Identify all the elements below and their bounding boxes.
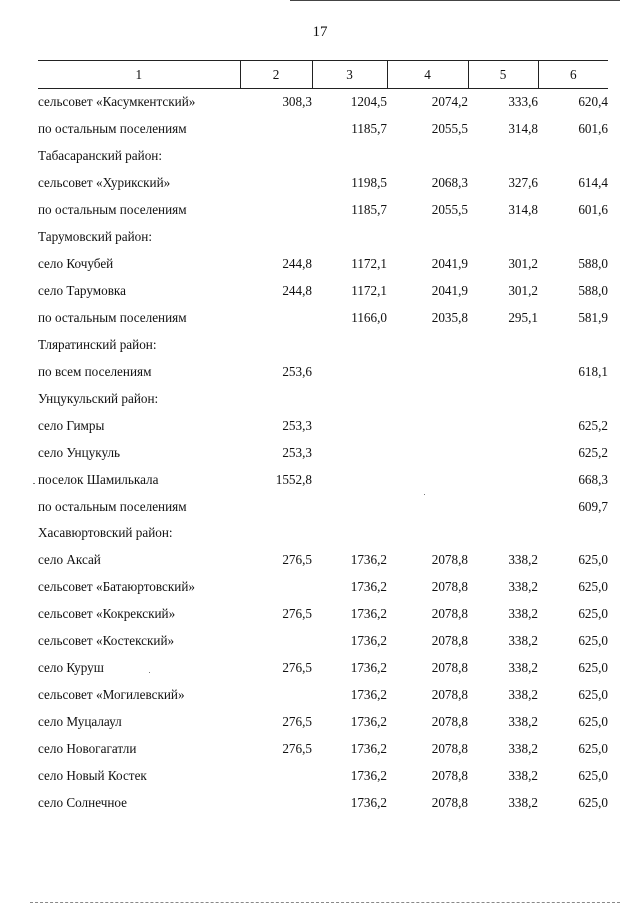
row-label: село Тарумовка [38,283,126,299]
table-row [38,305,608,332]
table-cell: 601,6 [578,121,608,137]
table-cell [387,520,468,547]
table-cell [312,331,387,358]
scan-speck [149,672,150,673]
table-cell: 581,9 [578,309,608,325]
row-label: село Солнечное [38,794,128,810]
table-cell [240,116,312,143]
table-cell [240,520,312,547]
row-label: сельсовет «Костекский» [38,633,175,649]
table-cell: 2078,8 [431,767,468,783]
table-cell [538,224,608,251]
table-cell: 2078,8 [431,687,468,703]
row-label: сельсовет «Касумкентский» [38,94,196,110]
row-label: по остальным поселениям [38,498,187,514]
table-cell: 1736,2 [350,633,387,649]
table-cell: 625,0 [578,794,608,810]
table-cell: 2078,8 [431,633,468,649]
table-cell [468,331,538,358]
table-cell: 620,4 [578,94,608,110]
table-cell: 1552,8 [275,471,312,487]
table-cell [468,358,538,385]
table-cell [240,197,312,224]
bottom-rule [30,902,620,903]
table-cell: 1185,7 [351,202,387,218]
table-row [38,762,608,789]
table-cell [312,412,387,439]
row-label: село Гимры [38,417,105,433]
table-cell: 276,5 [282,714,312,730]
table-cell [538,520,608,547]
table-cell: 625,0 [578,740,608,756]
table-cell: 327,6 [508,175,538,191]
table-cell: 338,2 [508,794,538,810]
row-label: Хасавюртовский район: [38,525,173,541]
table-row [38,439,608,466]
table-row [38,89,608,116]
table-cell: 338,2 [508,606,538,622]
table-cell: 2055,5 [431,121,468,137]
table-cell: 338,2 [508,660,538,676]
table-cell [538,331,608,358]
table-header-row [38,61,608,89]
table-cell: 625,0 [578,687,608,703]
table-cell: 2055,5 [431,202,468,218]
table-cell [312,493,387,520]
table-cell [240,224,312,251]
table-cell: 295,1 [508,309,538,325]
table-cell [312,466,387,493]
table-row [38,682,608,709]
table-cell: 2078,8 [431,552,468,568]
table-cell [468,439,538,466]
page-number: 17 [312,24,328,40]
table-cell: 1166,0 [351,309,387,325]
table-cell [468,224,538,251]
table-row [38,116,608,143]
table-cell: 625,0 [578,660,608,676]
table-cell: 1736,2 [350,740,387,756]
table-cell: 314,8 [508,121,538,137]
data-table [38,60,608,816]
row-label: село Унцукуль [38,444,121,460]
table-cell: 244,8 [282,283,312,299]
table-cell: 625,0 [578,606,608,622]
table-cell: 588,0 [578,256,608,272]
table-cell: 625,0 [578,714,608,730]
row-label: село Кочубей [38,256,114,272]
table-cell: 253,6 [282,363,312,379]
row-label: сельсовет «Кокрекский» [38,606,176,622]
table-cell [387,466,468,493]
table-cell: 588,0 [578,283,608,299]
table-row [38,170,608,197]
table-cell: 2035,8 [431,309,468,325]
top-rule [290,0,620,1]
table-cell: 1198,5 [351,175,387,191]
scan-speck [424,494,425,495]
table-cell [312,385,387,412]
table-cell: 276,5 [282,552,312,568]
table-cell [240,143,312,170]
table-cell: 1736,2 [350,660,387,676]
table-cell [387,412,468,439]
row-label: Унцукульский район: [38,390,159,406]
table-row [38,331,608,358]
table-cell [538,385,608,412]
table-row [38,412,608,439]
table-cell: 1185,7 [351,121,387,137]
table-cell: 1204,5 [350,94,387,110]
table-cell: 338,2 [508,740,538,756]
table-cell [468,493,538,520]
table-cell: 614,4 [578,175,608,191]
table-row [38,143,608,170]
table-row [38,628,608,655]
table-body [38,89,608,817]
table-cell: 2078,8 [431,606,468,622]
table-row [38,655,608,682]
table-cell [538,143,608,170]
table-cell: 338,2 [508,552,538,568]
table-row [38,493,608,520]
row-label: по остальным поселениям [38,121,187,137]
table-cell [387,385,468,412]
table-cell: 333,6 [508,94,538,110]
table-cell: 609,7 [578,498,608,514]
table-cell: 276,5 [282,660,312,676]
table-cell: 2041,9 [431,283,468,299]
table-cell: 244,8 [282,256,312,272]
table-cell: 2074,2 [431,94,468,110]
table-cell: 2041,9 [431,256,468,272]
table-row [38,251,608,278]
row-label: по всем поселениям [38,363,152,379]
table-cell [387,439,468,466]
table-cell [240,170,312,197]
table-cell [240,493,312,520]
table-cell [387,224,468,251]
table-cell: 253,3 [282,444,312,460]
row-label: Тарумовский район: [38,229,152,245]
table-cell: 2068,3 [431,175,468,191]
table-cell [387,493,468,520]
table-cell [468,143,538,170]
table-cell: 625,2 [578,444,608,460]
table-row [38,574,608,601]
table-row [38,547,608,574]
table-cell [240,331,312,358]
row-label: поселок Шамилькала [38,471,159,487]
table-row [38,385,608,412]
row-label: село Новогагатли [38,740,137,756]
table-cell: 625,2 [578,417,608,433]
row-label: Табасаранский район: [38,148,163,164]
table-cell: 1736,2 [350,579,387,595]
table-cell: 2078,8 [431,579,468,595]
table-cell: 1736,2 [350,794,387,810]
column-header: 1 [38,61,240,89]
table-cell [387,143,468,170]
table-cell [312,520,387,547]
table-cell: 1172,1 [351,283,387,299]
table-cell [312,439,387,466]
table-cell [468,466,538,493]
table-cell: 625,0 [578,633,608,649]
table-cell: 2078,8 [431,660,468,676]
table-cell: 618,1 [578,363,608,379]
table-cell: 301,2 [508,256,538,272]
table-cell [240,682,312,709]
table-cell [468,385,538,412]
table-cell [468,412,538,439]
row-label: село Муцалаул [38,714,122,730]
table-row [38,278,608,305]
row-label: по остальным поселениям [38,309,187,325]
table-cell: 338,2 [508,714,538,730]
table-row [38,520,608,547]
table-cell: 625,0 [578,767,608,783]
table-row [38,358,608,385]
table-row [38,601,608,628]
table-row [38,224,608,251]
column-header: 4 [387,61,468,89]
table-row [38,709,608,736]
table-cell: 1736,2 [350,552,387,568]
table-cell: 308,3 [282,94,312,110]
column-header: 3 [312,61,387,89]
table-cell: 1736,2 [350,767,387,783]
table-cell: 601,6 [578,202,608,218]
table-cell: 314,8 [508,202,538,218]
table-cell: 1736,2 [350,687,387,703]
row-label: сельсовет «Хурикский» [38,175,171,191]
row-label: по остальным поселениям [38,202,187,218]
table-cell [240,628,312,655]
table-cell: 338,2 [508,579,538,595]
table-cell [240,385,312,412]
row-label: село Новый Костек [38,767,147,783]
table-cell: 1736,2 [350,606,387,622]
table-cell [387,358,468,385]
table-cell [240,574,312,601]
row-label: сельсовет «Батаюртовский» [38,579,196,595]
row-label: сельсовет «Могилевский» [38,687,185,703]
column-header: 6 [538,61,608,89]
table-cell [240,305,312,332]
row-label: село Куруш [38,660,104,676]
table-cell: 1736,2 [350,714,387,730]
table-cell: 625,0 [578,579,608,595]
table-row [38,736,608,763]
table-row [38,466,608,493]
table-cell [240,762,312,789]
table-cell [468,520,538,547]
table-cell: 625,0 [578,552,608,568]
table-cell: 338,2 [508,687,538,703]
table-cell: 2078,8 [431,714,468,730]
table-cell: 338,2 [508,767,538,783]
table-cell: 301,2 [508,283,538,299]
table-cell: 338,2 [508,633,538,649]
table-cell: 253,3 [282,417,312,433]
table-cell: 2078,8 [431,794,468,810]
table-cell: 1172,1 [351,256,387,272]
row-label: Тляратинский район: [38,336,157,352]
scan-speck [33,483,35,484]
column-header: 5 [468,61,538,89]
table-cell: 276,5 [282,740,312,756]
table-cell [312,224,387,251]
table-cell: 276,5 [282,606,312,622]
table-row [38,197,608,224]
table-cell [240,789,312,816]
row-label: село Аксай [38,552,101,568]
table-cell [312,358,387,385]
table-row [38,789,608,816]
table-cell: 668,3 [578,471,608,487]
table-cell [312,143,387,170]
table-cell: 2078,8 [431,740,468,756]
table-cell [387,331,468,358]
column-header: 2 [240,61,312,89]
